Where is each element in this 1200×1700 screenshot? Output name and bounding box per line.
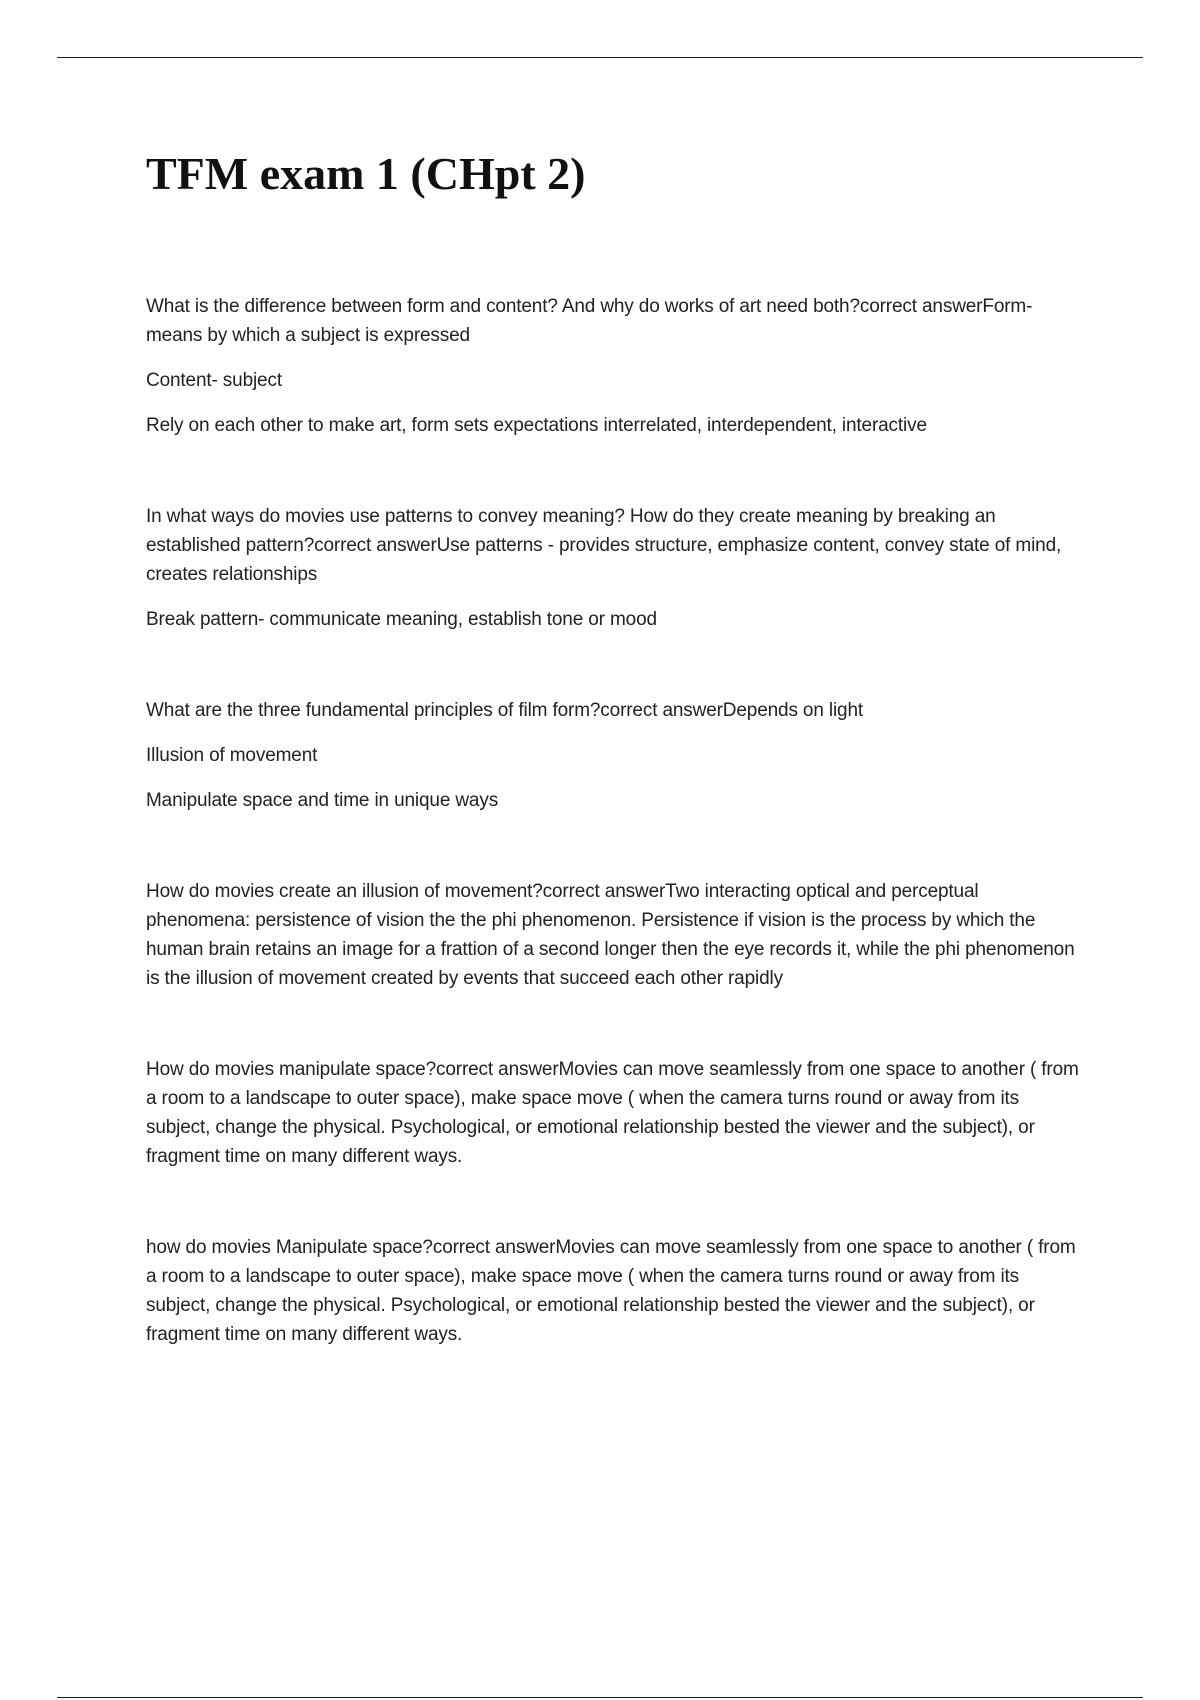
qa-paragraph: In what ways do movies use patterns to convey meaning? How do they create meaning by breaking an established pattern?correct answerUse patterns - provides structure, emphasize content, convey state of mind, creates relationships — [146, 506, 1062, 585]
qa-item-1 — [146, 292, 1086, 440]
qa-paragraph: How do movies manipulate space?correct answerMovies can move seamlessly from one space to another ( from a room to a landscape to outer space), make space move ( when the camera turns round or away from its subject, change the physical. Psychological, or emotional relationship bested the viewer and the subject), or fragment time on many different ways. — [146, 1059, 1079, 1167]
qa-paragraph: Manipulate space and time in unique ways — [146, 790, 499, 811]
qa-item-5 — [146, 1055, 1086, 1171]
qa-item-3 — [146, 696, 1086, 815]
page-title: TFM exam 1 (CHpt 2) — [146, 148, 586, 199]
qa-paragraph: What are the three fundamental principles of film form?correct answerDepends on light — [146, 700, 863, 721]
qa-paragraph: Rely on each other to make art, form sets expectations interrelated, interdependent, interactive — [146, 415, 927, 436]
qa-item-2 — [146, 502, 1086, 634]
bottom-rule — [57, 1697, 1143, 1698]
qa-paragraph: how do movies Manipulate space?correct answerMovies can move seamlessly from one space to another ( from a room to a landscape to outer space), make space move ( when the camera turns round or away from its subject, change the physical. Psychological, or emotional relationship bested the viewer and the subject), or fragment time on many different ways. — [146, 1237, 1076, 1345]
document-body — [146, 146, 1086, 1411]
qa-paragraph: Illusion of movement — [146, 745, 318, 766]
qa-paragraph: Break pattern- communicate meaning, establish tone or mood — [146, 609, 657, 630]
qa-item-6 — [146, 1233, 1086, 1349]
qa-paragraph: Content- subject — [146, 370, 282, 391]
top-rule — [57, 57, 1143, 58]
qa-paragraph: How do movies create an illusion of movement?correct answerTwo interacting optical and perceptual phenomena: persistence of vision the the phi phenomenon. Persistence if vision is the process by which the human brain retains an image for a frattion of a second longer then the eye records it, while the phi phenomenon is the illusion of movement created by events that succeed each other rapidly — [146, 881, 1075, 989]
qa-paragraph: What is the difference between form and content? And why do works of art need both?correct answerForm- means by which a subject is expressed — [146, 296, 1033, 346]
qa-item-4 — [146, 877, 1086, 993]
